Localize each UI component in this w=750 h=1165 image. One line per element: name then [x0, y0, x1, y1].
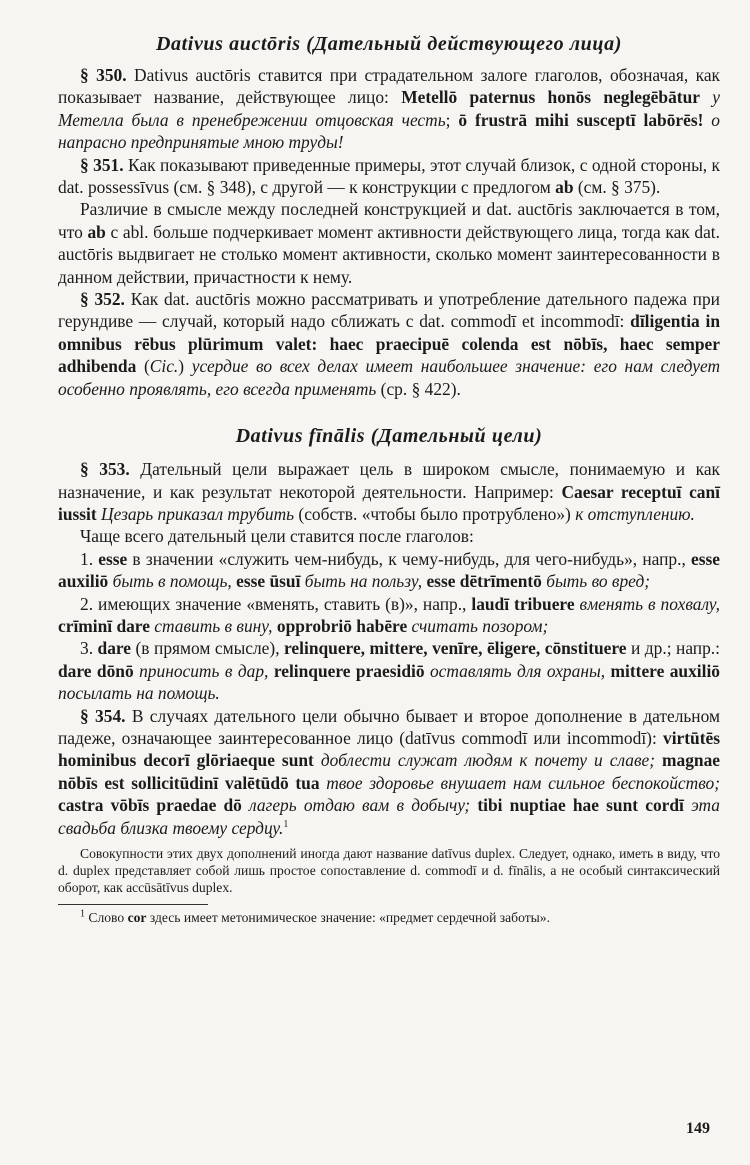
- latin-example: dīligentia in omnibus rēbus plūrimum valet: haec praecipuē colenda est nōbīs, haec semper adhibenda: [58, 311, 720, 377]
- paragraph-351: [58, 154, 720, 199]
- paragraph-353-intro: [58, 525, 720, 547]
- paragraph-350: [58, 64, 720, 154]
- section-number: § 353.: [80, 459, 130, 480]
- paragraph-text: (собств. «чтобы было протрублено»): [294, 503, 576, 524]
- section-number: § 354.: [80, 705, 126, 726]
- section-number: § 350.: [80, 65, 127, 85]
- latin-example: ab: [87, 221, 106, 242]
- translation: усердие во всех делах имеет наибольшее значение: его нам следует особенно проявлять, его всегда применять: [58, 356, 721, 399]
- small-print-note: [58, 845, 720, 896]
- paragraph-354: [58, 705, 720, 839]
- latin-example: esse auxiliō: [58, 548, 721, 592]
- paragraph-text: Dativus auctōris ставится при страдательном залоге глаголов, обозначая, как показывает название, действующее лицо:: [58, 65, 721, 108]
- paragraph-text: Чаще всего дательный цели ставится после глаголов:: [80, 526, 474, 547]
- footnote-text: Слово: [85, 910, 128, 925]
- section-heading-dativus-auctoris: Dativus auctōris (Дательный действующего лица): [156, 33, 622, 55]
- section-heading-dativus-finalis: Dativus fīnālis (Дательный цели): [235, 425, 543, 448]
- paragraph-text: и др.; напр.:: [626, 638, 720, 659]
- paragraph-text: с abl. больше подчеркивает момент активности действующего лица, тогда как dat. auctōris выдвигает не столько момент активности, сколько момент заинтересованности в данном действии, причастности к нему.: [58, 221, 720, 287]
- paragraph-text: ;: [445, 109, 459, 130]
- translation: оставлять для охраны,: [424, 660, 606, 681]
- latin-example: esse: [98, 548, 128, 569]
- paragraph-text: [655, 750, 662, 770]
- translation: посылать на помощь.: [58, 683, 220, 704]
- latin-example: Metellō paternus honōs neglegēbātur: [401, 87, 700, 108]
- translation: доблести служат людям к почету и славе;: [313, 750, 656, 771]
- translation: приносить в дар,: [133, 660, 269, 681]
- paragraph-text: в значении «служить чем-нибудь, к чему-нибудь, для чего-нибудь», напр.,: [127, 548, 692, 569]
- translation: считать позором;: [407, 615, 549, 636]
- translation: лагерь отдаю вам в добычу;: [241, 795, 471, 816]
- translation: ставить в вину,: [149, 615, 273, 636]
- translation: о напрасно предпринятые мною труды!: [58, 109, 720, 153]
- latin-example: opprobriō habēre: [276, 615, 408, 636]
- latin-example: tibi nuptiae hae sunt cordī: [477, 795, 684, 816]
- latin-example: mittere auxiliō: [610, 660, 720, 681]
- paragraph-text: (см. § 375).: [573, 177, 661, 198]
- list-item-3: [58, 637, 720, 704]
- latin-example: castra vōbīs praedae dō: [58, 795, 242, 816]
- paragraph-text: (в прямом смысле),: [131, 638, 285, 659]
- footnote-marker: 1: [80, 908, 85, 920]
- latin-example: esse dētrīmentō: [426, 571, 542, 592]
- translation: к отступлению.: [575, 503, 695, 524]
- latin-example: esse ūsuī: [236, 571, 301, 592]
- paragraph-text: Как dat. auctōris можно рассматривать и употребление дательного падежа при герундиве — случай, который надо сближать с dat. commodī et incommodī:: [58, 289, 720, 332]
- footnote-marker: 1: [283, 818, 289, 830]
- translation: вменять в похвалу,: [574, 593, 720, 614]
- latin-example: ō frustrā mihi susceptī labōrēs!: [458, 109, 704, 130]
- translation: Цезарь приказал трубить: [96, 503, 295, 524]
- latin-example: Caesar receptuī canī iussit: [58, 481, 720, 524]
- latin-example: virtūtēs hominibus decorī glōriaeque sunt: [58, 727, 720, 771]
- paragraph-text: 3.: [80, 638, 98, 659]
- paragraph-351-continued: [58, 198, 720, 288]
- translation: твое здоровье внушает нам сильное беспокойство;: [319, 772, 720, 793]
- paragraph-text: (ср. § 422).: [376, 378, 461, 399]
- latin-example: crīminī dare: [58, 615, 150, 636]
- latin-word: cor: [127, 910, 147, 925]
- latin-example: relinquere, mittere, venīre, ēligere, cōnstituere: [284, 638, 627, 659]
- note-text: Совокупности этих двух дополнений иногда дают название datīvus duplex. Следует, однако, иметь в виду, что d. duplex представляет собой лишь простое сопоставление d. commodī и d. fīnālis, а не особый синтаксический оборот, как accūsātīvus duplex.: [58, 846, 720, 895]
- section-number: § 351.: [80, 154, 124, 175]
- footnote-text: здесь имеет метонимическое значение: «предмет сердечной заботы».: [146, 910, 550, 925]
- latin-example: magnae nōbīs est sollicitūdinī valētūdō tua: [58, 750, 720, 793]
- paragraph-text: 1.: [80, 548, 99, 569]
- paragraph-text: Как показывают приведенные примеры, этот случай близок, с одной стороны, к dat. possessīvus (см. § 348), с другой — к конструкции с предлогом: [58, 154, 721, 198]
- latin-example: ab: [555, 177, 574, 198]
- latin-example: laudī tribuere: [471, 593, 575, 614]
- translation: у Метелла была в пренебрежении отцовская честь: [58, 87, 721, 130]
- latin-example: relinquere praesidiō: [273, 660, 425, 681]
- source-reference: Cic.: [149, 356, 179, 377]
- list-item-2: [58, 593, 720, 638]
- translation: быть в помощь,: [108, 571, 232, 592]
- translation: быть на пользу,: [300, 571, 423, 592]
- paragraph-text: Различие в смысле между последней конструкцией и dat. auctōris заключается в том, что: [58, 199, 720, 242]
- latin-example: dare: [97, 638, 132, 659]
- section-number: § 352.: [80, 289, 125, 310]
- paragraph-353: [58, 458, 720, 525]
- list-item-1: [58, 548, 720, 593]
- translation: быть во вред;: [541, 571, 651, 592]
- paragraph-text: (: [136, 356, 150, 377]
- paragraph-text: В случаях дательного цели обычно бывает и второе дополнение в дательном падеже, означающее заинтересованное лицо (datīvus commodī или incommodī):: [58, 705, 720, 748]
- translation: эта свадьба близка твоему сердцу.: [58, 795, 720, 838]
- footnote: [58, 909, 720, 926]
- latin-example: dare dōnō: [58, 660, 134, 681]
- footnote-divider: [58, 904, 208, 905]
- page-content: [58, 30, 720, 926]
- paragraph-text: Дательный цели выражает цель в широком смысле, понимаемую и как назначение, и как результат некоторой деятельности. Например:: [58, 459, 720, 502]
- page-number: 149: [686, 1120, 710, 1137]
- paragraph-text: ): [178, 356, 192, 377]
- paragraph-text: 2. имеющих значение «вменять, ставить (в)», напр.,: [80, 593, 472, 614]
- paragraph-352: [58, 288, 720, 400]
